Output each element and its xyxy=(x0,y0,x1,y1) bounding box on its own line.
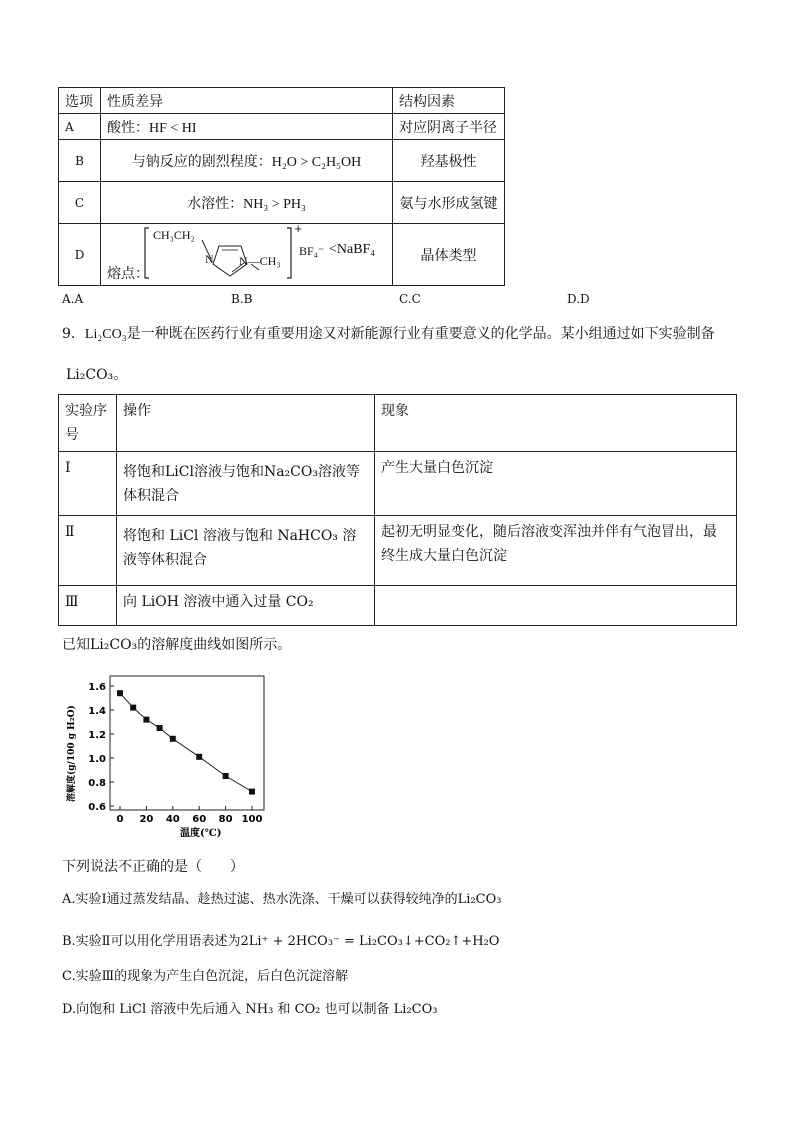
options-table xyxy=(58,87,505,286)
y-tick-label: 1.2 xyxy=(88,730,106,741)
x-tick-label: 20 xyxy=(139,814,154,825)
solubility-chart xyxy=(62,672,272,842)
x-tick-label: 0 xyxy=(116,814,124,825)
data-point xyxy=(143,717,149,723)
anion-formula: BF₄⁻ xyxy=(299,244,325,258)
phenomenon-cell xyxy=(375,586,737,626)
option-c[interactable]: C.实验Ⅲ的现象为产生白色沉淀，后白色沉淀溶解 xyxy=(62,969,349,984)
operation-cell: 将饱和 LiCl 溶液与饱和 NaHCO₃ 溶液等体积混合 xyxy=(117,516,375,586)
data-point xyxy=(157,725,163,731)
operation-cell: 将饱和LiCl溶液与饱和Na₂CO₃溶液等体积混合 xyxy=(117,452,375,516)
table-header: 操作 xyxy=(117,395,375,452)
series-line xyxy=(120,693,252,791)
table-header: 结构因素 xyxy=(393,88,505,114)
table-row xyxy=(59,140,505,182)
x-axis-label: 温度(℃) xyxy=(180,828,222,839)
property-formula: NH₃ > PH₃ xyxy=(243,196,306,212)
property-formula: H₂O > C₂H₅OH xyxy=(271,154,362,170)
y-axis-label: 溶解度(g/100 g H₂O) xyxy=(67,705,77,802)
property-cell xyxy=(101,182,393,224)
table-header: 性质差异 xyxy=(101,88,393,114)
y-tick-label: 1.4 xyxy=(88,706,106,717)
table-row xyxy=(59,452,737,516)
factor-cell: 氨与水形成氢键 xyxy=(393,182,505,224)
formula: Li₂CO₃ xyxy=(84,327,127,342)
y-tick-label: 0.6 xyxy=(88,802,106,813)
phenomenon-cell: 产生大量白色沉淀 xyxy=(375,452,737,516)
property-cell xyxy=(101,114,393,140)
table-row xyxy=(59,516,737,586)
x-tick-label: 40 xyxy=(165,814,180,825)
question-9-intro xyxy=(62,323,715,343)
property-label: 与钠反应的剧烈程度： xyxy=(131,153,272,170)
option-letter: D xyxy=(59,224,101,286)
table-header: 现象 xyxy=(375,395,737,452)
x-tick-label: 100 xyxy=(241,814,263,825)
option-a[interactable]: A.实验Ⅰ通过蒸发结晶、趁热过滤、热水洗涤、干燥可以获得较纯净的Li₂CO₃ xyxy=(62,892,502,907)
data-point xyxy=(117,690,123,696)
chart-frame xyxy=(110,676,264,810)
chart-series xyxy=(117,690,255,794)
melting-compare: <NaBF₄ xyxy=(329,242,376,257)
choice-c[interactable]: C.C xyxy=(399,292,421,306)
table-header: 选项 xyxy=(59,88,101,114)
y-tick-label: 1.0 xyxy=(88,754,106,765)
cation-ethyl: CH₃CH₂ xyxy=(153,228,195,242)
y-tick-label: 1.6 xyxy=(88,682,106,693)
choice-a[interactable]: A.A xyxy=(62,292,84,306)
property-formula: HF < HI xyxy=(149,120,197,136)
data-point xyxy=(130,705,136,711)
phenomenon-cell: 起初无明显变化，随后溶液变浑浊并伴有气泡冒出，最终生成大量白色沉淀 xyxy=(375,516,737,586)
property-label: 熔点： xyxy=(107,266,149,282)
x-tick-label: 80 xyxy=(218,814,233,825)
property-cell xyxy=(101,224,393,286)
choice-b[interactable]: B.B xyxy=(231,292,253,306)
factor-cell: 晶体类型 xyxy=(393,224,505,286)
data-point xyxy=(249,789,255,795)
data-point xyxy=(196,754,202,760)
choice-d[interactable]: D.D xyxy=(567,292,590,306)
data-point xyxy=(170,736,176,742)
option-letter: B xyxy=(59,140,101,182)
table-row xyxy=(59,182,505,224)
property-label: 水溶性： xyxy=(187,195,244,212)
option-b[interactable]: B.实验Ⅱ可以用化学用语表述为2Li⁺ + 2HCO₃⁻ = Li₂CO₃↓+CO₂↑+H₂O xyxy=(62,934,500,949)
cation-n1: N xyxy=(205,252,214,266)
experiment-id: Ⅰ xyxy=(59,452,117,516)
property-label: 酸性： xyxy=(107,119,149,136)
question-prompt: 下列说法不正确的是（ ） xyxy=(62,859,244,875)
bracket-right xyxy=(287,228,291,278)
option-letter: C xyxy=(59,182,101,224)
option-d[interactable]: D.向饱和 LiCl 溶液中先后通入 NH₃ 和 CO₂ 也可以制备 Li₂CO₃ xyxy=(62,1002,438,1017)
question-number: 9． xyxy=(62,326,85,342)
bracket-left xyxy=(145,228,149,278)
table-header: 实验序号 xyxy=(59,395,117,452)
cation-methyl: N—CH₃ xyxy=(239,254,281,268)
option-letter: A xyxy=(59,114,101,140)
chart-axes xyxy=(88,682,262,825)
cation-charge: + xyxy=(294,224,303,235)
operation-cell: 向 LiOH 溶液中通入过量 CO₂ xyxy=(117,586,375,626)
question-9-intro-end: Li₂CO₃。 xyxy=(66,367,128,383)
solubility-intro: 已知Li₂CO₃的溶解度曲线如图所示。 xyxy=(62,637,292,653)
data-point xyxy=(223,773,229,779)
x-tick-label: 60 xyxy=(192,814,207,825)
intro-text: 是一种既在医药行业有重要用途又对新能源行业有重要意义的化学品。某小组通过如下实验制备 xyxy=(126,326,715,342)
experiment-id: Ⅲ xyxy=(59,586,117,626)
table-row xyxy=(59,586,737,626)
y-tick-label: 0.8 xyxy=(88,778,106,789)
factor-cell: 羟基极性 xyxy=(393,140,505,182)
factor-cell: 对应阴离子半径 xyxy=(393,114,505,140)
experiment-id: Ⅱ xyxy=(59,516,117,586)
table-row xyxy=(59,224,505,286)
table-row xyxy=(59,114,505,140)
experiment-table xyxy=(58,394,737,626)
property-cell xyxy=(101,140,393,182)
